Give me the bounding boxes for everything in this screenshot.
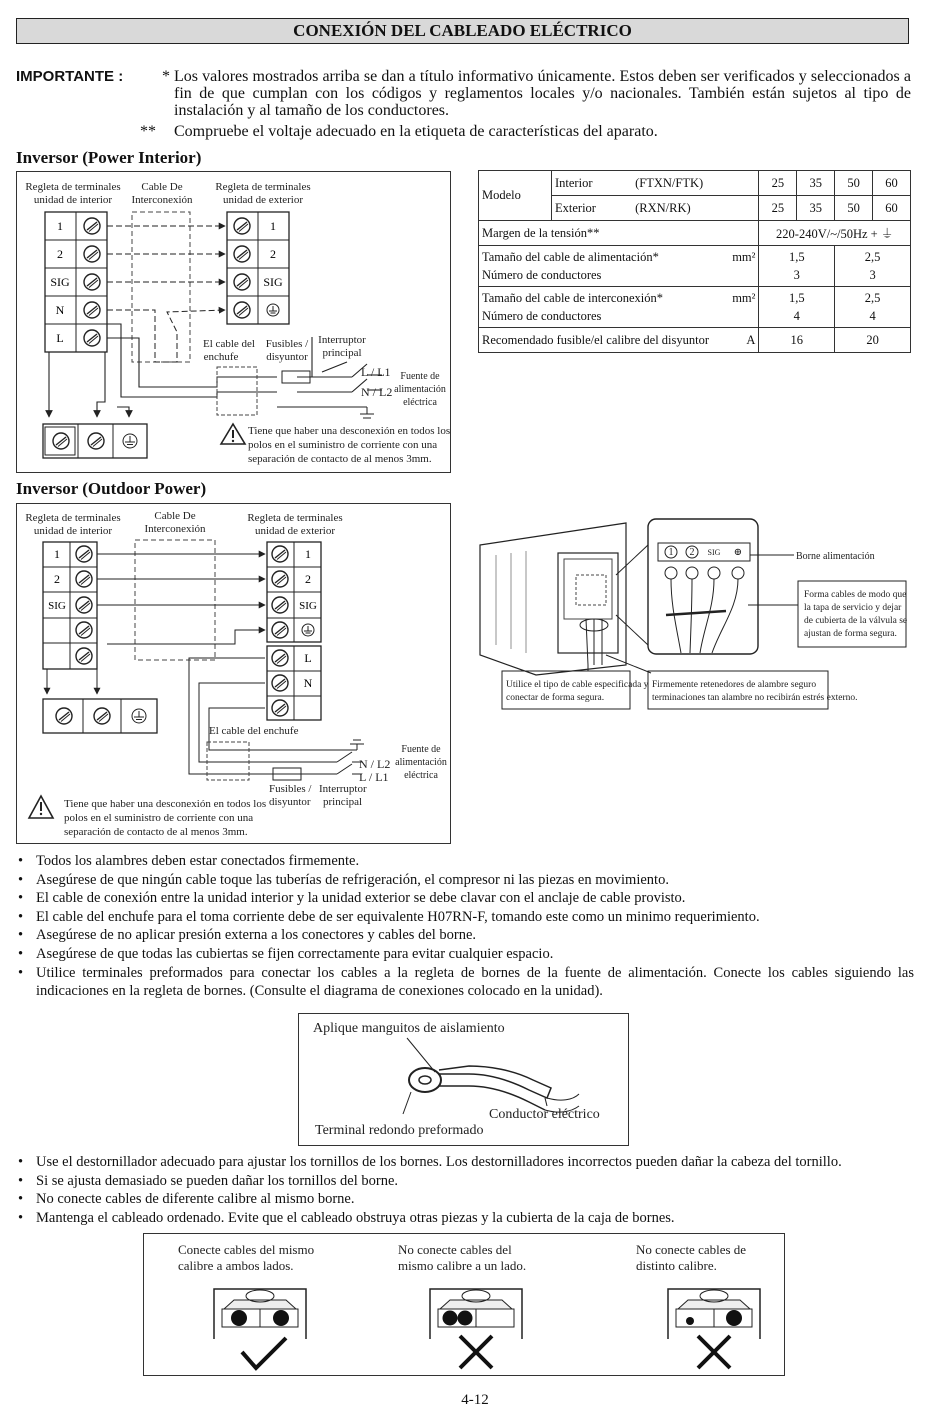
svg-text:disyuntor: disyuntor	[269, 796, 311, 808]
svg-text:Conecte cables del mismo: Conecte cables del mismo	[178, 1242, 315, 1257]
svg-text:Interruptor: Interruptor	[318, 334, 366, 346]
svg-text:separación de contacto de al m: separación de contacto de al menos 3mm.	[64, 826, 248, 838]
footnote-mark-1: *	[162, 68, 170, 85]
svg-text:eléctrica: eléctrica	[403, 397, 437, 408]
correct-connection	[214, 1289, 306, 1339]
outdoor-terminal-caption-2: unidad de exterior	[222, 194, 304, 206]
svg-text:Firmemente retenedores de alam: Firmemente retenedores de alambre seguro	[652, 680, 817, 690]
svg-text:2: 2	[689, 547, 695, 558]
svg-text:unidad de interior: unidad de interior	[33, 525, 113, 537]
outdoor-terminal-block	[227, 212, 289, 324]
svg-text:SIG: SIG	[707, 548, 721, 557]
svg-text:unidad de exterior: unidad de exterior	[254, 525, 336, 537]
check-icon	[242, 1338, 286, 1368]
spec-table: Modelo Interior (FTXN/FTK) 25 35 50 60 Exterior (RXN/RK) 25 35 50 60 Margen de la tensión** 220-240V/~/50Hz + ⏚ Tamaño del cable de alimentación* mm² Número de conductores 1,5 3 2,5 3 Tamaño del cable de interconexión* mm² Número de conductores 1,5 4 2,5 4 Recomendado fusible/el calibre del disyuntor A 16 20	[478, 170, 911, 353]
indoor-terminal-block	[45, 212, 107, 352]
svg-text:Interruptor: Interruptor	[319, 783, 367, 795]
svg-text:terminaciones tan alambre no r: terminaciones tan alambre no recibirán estrés externo.	[652, 693, 858, 703]
svg-text:L / L1: L / L1	[361, 365, 391, 379]
list-item: • Todos los alambres deben estar conectados firmemente.	[16, 852, 914, 871]
list-item: • Asegúrese de no aplicar presión externa a los conectores y cables del borne.	[16, 926, 914, 945]
outdoor-terminal-caption-1: Regleta de terminales	[215, 181, 311, 193]
svg-text:Utilice el tipo de cable espec: Utilice el tipo de cable especificada y	[506, 680, 649, 690]
svg-text:Aplique manguitos de aislamien: Aplique manguitos de aislamiento	[313, 1021, 505, 1036]
ring-terminal-figure	[298, 1013, 629, 1146]
list-item: • El cable del enchufe para el toma corriente debe de ser equivalente H07RN-F, tomando este como un minimo requerimiento.	[16, 908, 914, 927]
footnote-mark-2: **	[140, 123, 156, 140]
svg-text:L: L	[304, 651, 312, 665]
incorrect-connection-different-size	[668, 1289, 760, 1339]
important-text-1: Los valores mostrados arriba se dan a título informativo únicamente. Estos deben ser verificados y seleccionados a fin de que cumplan con los códigos y reglamentos locales y/o nacionales. También están sujetos al tipo de instalación y al tamaño de los conductores.	[174, 68, 911, 119]
svg-text:separación de contacto de al m: separación de contacto de al menos 3mm.	[248, 453, 432, 465]
svg-text:polos en el suministro de corr: polos en el suministro de corriente con una	[248, 439, 438, 451]
cable-connection-figure	[143, 1233, 785, 1376]
wiring-notes-list	[16, 852, 914, 1001]
page-title: CONEXIÓN DEL CABLEADO ELÉCTRICO	[16, 18, 909, 44]
important-text-2: Compruebe el voltaje adecuado en la etiqueta de características del aparato.	[174, 123, 658, 140]
svg-text:L / L1: L / L1	[359, 770, 389, 784]
wiring-diagram-indoor-power	[16, 171, 451, 473]
list-item: • Utilice terminales preformados para conectar los cables a la regleta de bornes de la fuente de alimentación. Conecte los cables siguiendo las indicaciones en la regleta de bornes. (Consulte el diagrama de conexiones colocado en la unidad).	[16, 964, 914, 1001]
indoor-terminal-block	[43, 542, 97, 669]
svg-text:1: 1	[668, 547, 674, 558]
svg-text:Regleta de terminales: Regleta de terminales	[247, 512, 343, 524]
list-item: • Mantenga el cableado ordenado. Evite que el cableado obstruya otras piezas y la cubierta de la caja de bornes.	[16, 1209, 914, 1228]
wiring-diagram-outdoor-power	[16, 503, 451, 844]
svg-text:El cable del enchufe: El cable del enchufe	[209, 725, 299, 737]
svg-text:2: 2	[270, 247, 276, 261]
svg-text:Fuente de: Fuente de	[401, 744, 441, 755]
svg-text:2: 2	[305, 572, 311, 586]
list-item: • Si se ajusta demasiado se pueden dañar los tornillos del borne.	[16, 1172, 914, 1191]
list-item: • Asegúrese de que ningún cable toque las tuberías de refrigeración, el compresor ni las piezas en movimiento.	[16, 871, 914, 890]
svg-text:N: N	[303, 676, 313, 690]
svg-text:2: 2	[54, 572, 60, 586]
section-outdoor-title: Inversor (Outdoor Power)	[16, 479, 207, 498]
svg-text:Forma cables de modo que: Forma cables de modo que	[804, 590, 907, 600]
svg-text:SIG: SIG	[263, 275, 283, 289]
svg-text:la tapa de servicio y dejar: la tapa de servicio y dejar	[804, 603, 902, 613]
svg-text:Fuente de: Fuente de	[400, 371, 440, 382]
svg-text:1: 1	[57, 219, 63, 233]
svg-text:N: N	[55, 303, 65, 317]
screw-notes-list	[16, 1153, 914, 1227]
svg-text:1: 1	[54, 547, 60, 561]
svg-text:SIG: SIG	[299, 600, 317, 612]
ground-terminal-strip	[43, 699, 157, 733]
list-item: • El cable de conexión entre la unidad interior y la unidad exterior se debe clavar con el anclaje de cable provisto.	[16, 889, 914, 908]
list-item: • No conecte cables de diferente calibre al mismo borne.	[16, 1190, 914, 1209]
svg-text:1: 1	[270, 219, 276, 233]
svg-text:Regleta de terminales: Regleta de terminales	[25, 512, 121, 524]
svg-text:disyuntor: disyuntor	[266, 351, 308, 363]
svg-text:Fusibles /: Fusibles /	[269, 783, 312, 795]
svg-text:Terminal redondo preformado: Terminal redondo preformado	[315, 1123, 484, 1138]
svg-text:Interconexión: Interconexión	[144, 523, 206, 535]
indoor-terminal-caption-1: Regleta de terminales	[25, 181, 121, 193]
cross-icon	[698, 1336, 730, 1368]
svg-text:SIG: SIG	[50, 275, 70, 289]
svg-text:polos en el suministro de corr: polos en el suministro de corriente con una	[64, 812, 254, 824]
svg-text:L: L	[56, 331, 64, 345]
warning-icon	[29, 796, 53, 818]
svg-text:2: 2	[57, 247, 63, 261]
svg-text:Fusibles /: Fusibles /	[265, 338, 309, 350]
important-label: IMPORTANTE :	[16, 68, 124, 85]
svg-text:alimentación: alimentación	[395, 757, 447, 768]
power-terminal-block	[267, 646, 321, 720]
incorrect-connection-one-side	[430, 1289, 522, 1339]
svg-text:El cable del: El cable del	[203, 338, 255, 350]
unit-terminal-illustration	[476, 515, 912, 715]
section-indoor-title: Inversor (Power Interior)	[16, 148, 202, 167]
svg-text:Cable De: Cable De	[154, 510, 196, 522]
svg-text:distinto calibre.: distinto calibre.	[636, 1258, 717, 1273]
warning-icon	[221, 424, 245, 444]
svg-text:No conecte cables del: No conecte cables del	[398, 1242, 512, 1257]
svg-text:de cubierta de la válvula se: de cubierta de la válvula se	[804, 616, 908, 626]
indoor-terminal-caption-2: unidad de interior	[33, 194, 113, 206]
svg-text:eléctrica: eléctrica	[404, 770, 438, 781]
svg-text:ajustan de forma segura.: ajustan de forma segura.	[804, 629, 897, 639]
svg-text:No conecte cables de: No conecte cables de	[636, 1242, 747, 1257]
svg-text:1: 1	[305, 547, 311, 561]
interconnect-caption-2: Interconexión	[131, 194, 193, 206]
voltage-label: Margen de la tensión**	[479, 221, 759, 246]
svg-text:Tiene que haber una desconexió: Tiene que haber una desconexión en todos los	[64, 798, 267, 810]
list-item: • Use el destornillador adecuado para ajustar los tornillos de los bornes. Los destornilladores incorrectos pueden dañar la cabeza del tornillo.	[16, 1153, 914, 1172]
svg-text:conectar de forma segura.: conectar de forma segura.	[506, 693, 605, 703]
ground-terminal-strip	[43, 424, 147, 458]
modelo-cell: Modelo	[479, 171, 552, 221]
svg-text:Conductor eléctrico: Conductor eléctrico	[489, 1107, 600, 1122]
svg-text:N / L2: N / L2	[361, 385, 393, 399]
svg-text:⊕: ⊕	[733, 547, 743, 558]
svg-text:calibre a ambos lados.: calibre a ambos lados.	[178, 1258, 294, 1273]
outdoor-terminal-block	[267, 542, 321, 642]
svg-text:principal: principal	[323, 796, 363, 808]
voltage-value: 220-240V/~/50Hz + ⏚	[759, 221, 911, 246]
svg-text:Borne alimentación: Borne alimentación	[796, 551, 875, 562]
svg-text:mismo calibre a un lado.: mismo calibre a un lado.	[398, 1258, 527, 1273]
interconnect-caption-1: Cable De	[141, 181, 183, 193]
svg-text:enchufe: enchufe	[203, 351, 239, 363]
svg-text:N / L2: N / L2	[359, 757, 391, 771]
cross-icon	[460, 1336, 492, 1368]
svg-text:alimentación: alimentación	[394, 384, 446, 395]
list-item: • Asegúrese de que todas las cubiertas se fijen correctamente para evitar cualquier espacio.	[16, 945, 914, 964]
page-number: 4-12	[461, 1392, 489, 1408]
svg-text:principal: principal	[322, 347, 362, 359]
svg-text:Tiene que haber una desconexió: Tiene que haber una desconexión en todos los	[248, 425, 451, 437]
svg-text:SIG: SIG	[48, 600, 66, 612]
